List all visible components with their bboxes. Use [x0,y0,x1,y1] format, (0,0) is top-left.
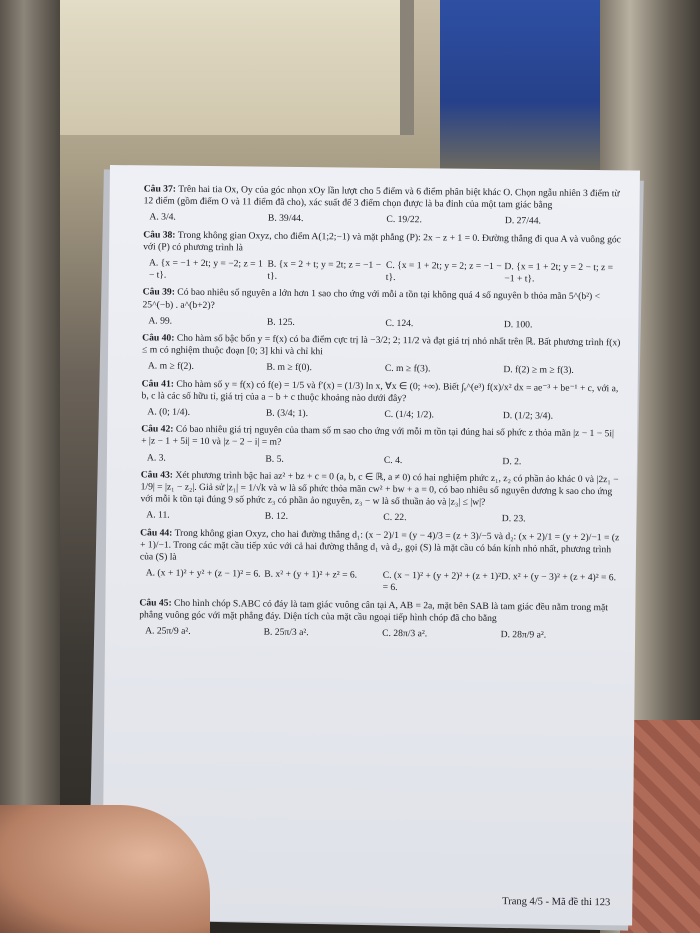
answer-option: A. 3. [146,452,166,464]
answer-option: C. 4. [383,454,403,466]
answer-option: C. (x − 1)² + (y + 2)² + (z + 1)² = 6. [382,570,502,594]
question-body: Cho hàm số bậc bốn y = f(x) có ba điểm cực trị là −3/2; 2; 11/2 và đạt giá trị nhỏ nhất trên ℝ. Bất phương trình f(x) ≤ m có nghiệm thuộc đoạn [0; 3] khi và chỉ khi [142,332,621,358]
answer-option: B. m ≥ f(0). [266,362,312,374]
left-metal-frame [0,0,60,933]
answer-option: D. {x = 1 + 2t; y = 2 − t; z = −1 + t}. [504,261,614,285]
question-body: Cho hình chóp S.ABC có đáy là tam giác vuông cân tại A, AB = 2a, mặt bên SAB là tam giác đều nằm trong mặt phẳng vuông góc với mặt phẳng đáy. Diện tích của mặt cầu ngoại tiếp hình chóp đã cho bằng [139,597,608,624]
answer-option: C. m ≥ f(3). [384,363,431,375]
question-text [144,183,624,212]
question-body: Trên hai tia Ox, Oy của góc nhọn xOy lần lượt cho 5 điểm và 6 điểm phân biệt khác O. Chọn ngẫu nhiên 3 điểm từ 12 điểm (gồm điểm O và 11 điểm đã cho), xác suất để 3 điểm chọn được là ba đỉnh của một tam giác bằng [143,183,620,211]
answer-options [142,315,622,332]
question-label: Câu 40: [142,332,175,344]
answer-options [139,625,619,642]
answer-option: C. 22. [383,512,407,524]
question-label: Câu 42: [141,423,174,435]
question-body: Có bao nhiêu số nguyên a lớn hơn 1 sao cho ứng với mỗi a tồn tại không quá 4 số nguyên b thỏa mãn 5^(b²) < 25^(−b) . a^(b+2)? [142,287,601,311]
question-item [139,597,619,643]
question-label: Câu 44: [140,527,173,539]
question-text [142,332,622,361]
answer-option: B. (3/4; 1). [265,407,309,420]
answer-option: C. 19/22. [386,214,422,226]
question-text [142,287,622,316]
question-text [143,229,623,258]
question-body: Xét phương trình bậc hai az² + bz + c = 0 (a, b, c ∈ ℝ, a ≠ 0) có hai nghiệm phức z₁, z₂ có phần ảo khác 0 và |2z₁ − 1/9| = |z₁ − z₂|. Giả sử |z₁| = 1/√k và w là số phức thỏa mãn cw² + bw + a = 0, có bao nhiêu số nguyên dương k sao cho ứng với mỗi k tồn tại đúng 9 số phức z₃ có phần ảo nguyên, z₃ − w là số thuần ảo và |z₃| ≤ |w|? [140,469,619,509]
answer-option: A. 25π/9 a². [145,625,191,637]
question-item [140,527,621,597]
answer-options [140,568,620,597]
question-body: Trong không gian Oxyz, cho điểm A(1;2;−1) và mặt phẳng (P): 2x − z + 1 = 0. Đường thẳng đi qua A và vuông góc với (P) có phương trình là [143,229,622,254]
answer-option: D. 2. [502,455,522,467]
question-text [142,378,622,407]
question-item [143,183,623,229]
answer-option: D. 100. [503,318,533,331]
answer-option: D. f(2) ≥ m ≥ f(3). [503,364,574,377]
question-text [141,424,621,453]
background-window [60,0,414,135]
answer-options [141,406,621,423]
answer-option: B. 125. [266,316,295,328]
page-footer: Trang 4/5 - Mã đề thi 123 [502,895,611,909]
question-label: Câu 43: [140,469,174,481]
answer-option: D. 27/44. [504,215,541,227]
answer-option: B. {x = 2 + t; y = 2t; z = −1 − t}. [267,258,382,282]
answer-options [142,361,622,378]
question-body: Có bao nhiêu giá trị nguyên của tham số m sao cho ứng với mỗi m tồn tại đúng hai số phức z thỏa mãn |z − 1 − 5i| + |z − 1 + 5i| = 10 và |z − 2 − i| = m? [141,423,614,449]
question-text [140,527,620,569]
question-label: Câu 45: [139,597,172,609]
answer-option: B. 12. [264,511,289,523]
answer-option: C. {x = 1 + 2t; y = 2; z = −1 − t}. [385,259,502,284]
answer-option: B. x² + (y + 1)² + z² = 6. [264,568,358,581]
answer-option: D. (1/2; 3/4). [502,410,554,422]
answer-option: D. 28π/9 a². [500,629,547,641]
question-item [142,332,622,378]
answer-option: A. 11. [146,509,170,522]
answer-options [143,257,623,286]
question-list [139,183,624,642]
answer-option: B. 25π/3 a². [263,626,309,639]
answer-option: A. 99. [148,315,173,327]
answer-options [140,510,620,527]
question-item [142,287,622,333]
question-item [141,424,621,470]
answer-option: D. 23. [501,513,526,525]
question-text [139,597,619,626]
question-item [141,378,621,424]
answer-option: A. (x + 1)² + y² + (z − 1)² = 6. [145,567,261,580]
answer-options [143,212,623,229]
question-body: Cho hàm số y = f(x) có f(e) = 1/5 và f′(x) = (1/3) ln x, ∀x ∈ (0; +∞). Biết ∫ₑ^(e³) f(x)/x² dx = ae⁻³ + be⁻¹ + c, với a, b, c là các số hữu tỉ, giá trị của a − b + c thuộc khoảng nào dưới đây? [141,378,619,404]
exam-page [102,165,640,926]
answer-option: C. 28π/3 a². [382,627,428,640]
answer-option: C. (1/4; 1/2). [384,408,435,421]
question-body: Trong không gian Oxyz, cho hai đường thẳng d₁: (x − 2)/1 = (y − 4)/3 = (z + 3)/−5 và d₂: (x + 2)/1 = (y + 2)/−1 = (z + 1)/−1. Trong các mặt cầu tiếp xúc với cả hai đường thẳng d₁ và d₂, gọi (S) là mặt cầu có bán kính nhỏ nhất, phương trình của (S) là [139,527,620,563]
answer-option: D. x² + (y − 3)² + (z + 4)² = 6. [501,571,617,584]
answer-option: A. {x = −1 + 2t; y = −2; z = 1 − t}. [148,257,263,281]
question-text [140,469,620,511]
question-label: Câu 38: [143,228,176,241]
answer-options [141,452,621,469]
answer-option: A. m ≥ f(2). [147,360,194,373]
question-label: Câu 37: [143,183,177,195]
answer-option: C. 124. [385,317,414,330]
answer-option: B. 39/44. [267,213,304,225]
answer-option: A. (0; 1/4). [147,406,191,418]
question-label: Câu 39: [142,286,175,299]
question-item [143,229,624,287]
answer-option: A. 3/4. [149,211,176,224]
question-label: Câu 41: [141,377,175,390]
question-item [140,469,621,527]
answer-option: B. 5. [265,453,284,465]
